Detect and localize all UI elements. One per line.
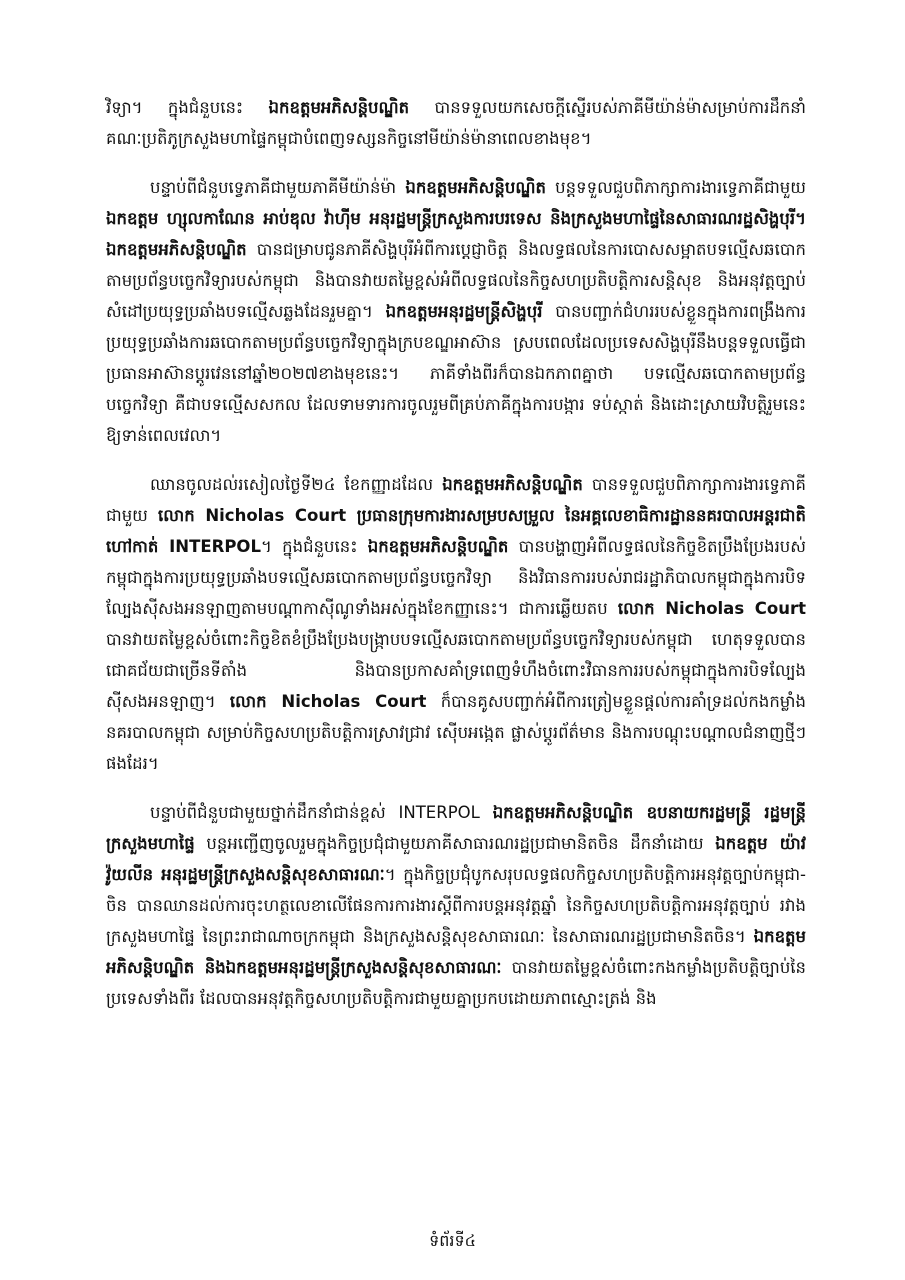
text-run: បានបញ្ជាក់ជំហររបស់ខ្លួនក្នុងការពង្រឹងការប្រយុទ្ធប្រឆាំងការឆបោកតាមប្រព័ន្ធបច្ចេកវិទ្យាក្នុងក្របខណ្ឌអាស៊ាន ស្របពេលដែលប្រទេសសិង្ហបុរីនឹងបន្តទទួលធ្វើជាប្រធានអាស៊ានប្តូរវេននៅឆ្នាំ២០២៧ខាងមុខនេះ។ ភាគីទាំងពីរក៏បានឯកភាពគ្នាថា បទល្មើសឆបោកតាមប្រព័ន្ធបច្ចេកវិទ្យា គឺជាបទល្មើសសកល ដែលទាមទារការចូលរួមពីគ្រប់ភាគីក្នុងការបង្ការ ទប់ស្កាត់ និងដោះស្រាយវិបត្តិរួមនេះឱ្យទាន់ពេលវេលា។	[106, 302, 806, 445]
bold-text-run: ឯកឧត្តមអភិសន្តិបណ្ឌិត ឧបនាយករដ្ឋមន្ត្រី រដ្ឋមន្ត្រីក្រសួងមហាផ្ទៃ	[106, 803, 806, 853]
text-run: បានវាយតម្លៃខ្ពស់ចំពោះកិច្ចខិតខំប្រឹងប្រែងបង្ក្រាបបទល្មើសឆបោកតាមប្រព័ន្ធបច្ចេកវិទ្យារបស់កម្ពុជា ហេតុទទួលបានជោគជ័យជាច្រើនទីតាំង និងបានប្រកាសគាំទ្រពេញទំហឹងចំពោះវិធានការរបស់កម្ពុជាក្នុងការបិទល្បែងស៊ីសងអនឡាញ។	[106, 630, 806, 711]
text-run: បន្តអញ្ជើញចូលរួមក្នុងកិច្ចប្រជុំជាមួយភាគីសាធារណរដ្ឋប្រជាមានិតចិន ដឹកនាំដោយ	[194, 834, 716, 853]
paragraph-2	[106, 172, 806, 451]
page-number: ទំព័រទី៤	[429, 1231, 476, 1250]
text-run: បានបង្ហាញអំពីលទ្ធផលនៃកិច្ចខិតប្រឹងប្រែងរបស់កម្ពុជាក្នុងការប្រយុទ្ធប្រឆាំងបទល្មើសឆបោកតាមប្រព័ន្ធបច្ចេកវិទ្យា និងវិធានការរបស់រាជរដ្ឋាភិបាលកម្ពុជាក្នុងការបិទល្បែងស៊ីសងអនឡាញតាមបណ្តាកាស៊ីណូទាំងអស់ក្នុងខែកញ្ញានេះ។ ជាការឆ្លើយតប	[106, 537, 806, 618]
bold-text-run: ឯកឧត្តមអភិសន្តិបណ្ឌិត	[367, 537, 509, 556]
text-run: បន្ទាប់ពីជំនួបជាមួយថ្នាក់ដឹកនាំជាន់ខ្ពស់ INTERPOL	[150, 803, 493, 822]
text-run: បន្ទាប់ពីជំនួបទ្វេភាគីជាមួយភាគីមីយ៉ាន់ម៉ា	[150, 178, 406, 197]
text-run: ។ ក្នុងជំនួបនេះ	[260, 537, 368, 556]
document-body	[106, 92, 806, 1032]
text-run: វិទ្យា។ ក្នុងជំនួបនេះ	[106, 98, 269, 117]
bold-text-run: ឯកឧត្តមអនុរដ្ឋមន្ត្រីសិង្ហបុរី	[385, 302, 543, 321]
bold-text-run: ឯកឧត្តមអភិសន្តិបណ្ឌិត	[442, 475, 583, 494]
bold-text-run: លោក Nicholas Court ប្រធានក្រុមការងារសម្របសម្រួល នៃអគ្គលេខាធិការដ្ឋាននគរបាលអន្តរជាតិ ហៅកាត់ INTERPOL	[106, 506, 806, 556]
bold-text-run: ឯកឧត្តមអភិសន្តិបណ្ឌិត	[405, 178, 546, 197]
bold-text-run: ឯកឧត្តមអភិសន្តិបណ្ឌិត	[106, 240, 247, 259]
text-run: បានទទួលយកសេចក្តីស្នើរបស់ភាគីមីយ៉ាន់ម៉ាសម្រាប់ការដឹកនាំគណៈប្រតិភូក្រសួងមហាផ្ទៃកម្ពុជាបំពេញទស្សនកិច្ចនៅមីយ៉ាន់ម៉ានាពេលខាងមុខ។	[106, 98, 806, 148]
text-run: បន្តទទួលជួបពិភាក្សាការងារទ្វេភាគីជាមួយ	[545, 178, 806, 197]
text-run: ក៏បានគូសបញ្ជាក់អំពីការត្រៀមខ្លួនផ្តល់ការគាំទ្រដល់កងកម្លាំងនគរបាលកម្ពុជា សម្រាប់កិច្ចសហប្រតិបត្តិការស្រាវជ្រាវ ស៊ើបអង្កេត ផ្លាស់ប្តូរព័ត៌មាន និងការបណ្តុះបណ្តាលជំនាញថ្មីៗផងដែរ។	[106, 692, 806, 773]
paragraph-1	[106, 92, 806, 154]
text-run: ឈានចូលដល់រសៀលថ្ងៃទី២៤ ខែកញ្ញាដដែល	[150, 475, 443, 494]
bold-text-run: លោក Nicholas Court	[617, 599, 806, 618]
paragraph-3	[106, 469, 806, 779]
bold-text-run: ឯកឧត្តម យ៉ាវ វ៉ូយលីន អនុរដ្ឋមន្ត្រីក្រសួងសន្តិសុខសាធារណៈ	[106, 834, 806, 884]
bold-text-run: ឯកឧត្តមអភិសន្តិបណ្ឌិត និងឯកឧត្តមអនុរដ្ឋមន្ត្រីក្រសួងសន្តិសុខសាធារណៈ	[106, 927, 806, 977]
paragraph-4	[106, 797, 806, 1014]
text-run: បានវាយតម្លៃខ្ពស់ចំពោះកងកម្លាំងប្រតិបត្តិច្បាប់នៃប្រទេសទាំងពីរ ដែលបានអនុវត្តកិច្ចសហប្រតិបត្តិការជាមួយគ្នាប្រកបដោយភាពស្មោះត្រង់ និង	[106, 958, 807, 1008]
bold-text-run: ឯកឧត្តមអភិសន្តិបណ្ឌិត	[268, 98, 410, 117]
text-run: ។ ក្នុងកិច្ចប្រជុំបូកសរុបលទ្ធផលកិច្ចសហប្រតិបត្តិការអនុវត្តច្បាប់កម្ពុជា-ចិន បានឈានដល់ការចុះហត្ថលេខាលើផែនការការងារស្តីពីការបន្តអនុវត្តឆ្នាំ នៃកិច្ចសហប្រតិបត្តិការអនុវត្តច្បាប់ រវាងក្រសួងមហាផ្ទៃ នៃព្រះរាជាណាចក្រកម្ពុជា និងក្រសួងសន្តិសុខសាធារណៈ នៃសាធារណរដ្ឋប្រជាមានិតចិន។	[106, 865, 806, 946]
text-run: បានជម្រាបជូនភាគីសិង្ហបុរីអំពីការប្តេជ្ញាចិត្ត និងលទ្ធផលនៃការបោសសម្អាតបទល្មើសឆបោកតាមប្រព័ន្ធបច្ចេកវិទ្យារបស់កម្ពុជា និងបានវាយតម្លៃខ្ពស់អំពីលទ្ធផលនៃកិច្ចសហប្រតិបត្តិការសន្តិសុខ និងអនុវត្តច្បាប់សំដៅប្រយុទ្ធប្រឆាំងបទល្មើសឆ្លងដែនរួមគ្នា។	[106, 240, 806, 321]
text-run: បានទទួលជួបពិភាក្សាការងារទ្វេភាគីជាមួយ	[106, 475, 806, 525]
bold-text-run: លោក Nicholas Court	[229, 692, 427, 711]
bold-text-run: ឯកឧត្តម ហ្សុលកាណែន អាប់ឌុល វ៉ាហ៊ីម អនុរដ្ឋមន្ត្រីក្រសួងការបរទេស និងក្រសួងមហាផ្ទៃនៃសាធារណរដ្ឋសិង្ហបុរី។	[106, 209, 806, 228]
